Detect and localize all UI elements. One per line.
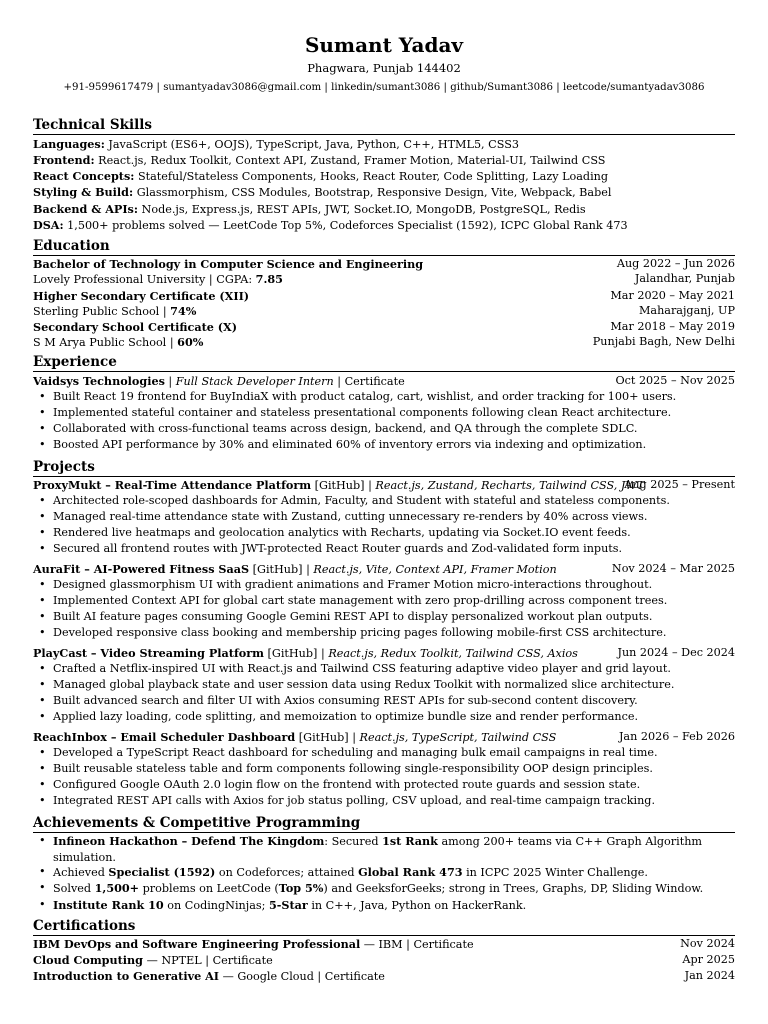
resume-address: Phagwara, Punjab 144402 xyxy=(307,61,461,75)
bullet-dot: • xyxy=(39,494,46,507)
certification-row xyxy=(33,952,735,968)
resume-name: Sumant Yadav xyxy=(304,33,464,57)
certification-name: Cloud Computing xyxy=(33,953,144,967)
company-name: Vaidsys Technologies xyxy=(33,374,165,388)
education-dates: Mar 2020 – May 2021 xyxy=(610,289,735,302)
project-bullet xyxy=(39,793,735,809)
achievement-bold: Institute Rank 10 xyxy=(53,898,164,912)
project-dates: Aug 2025 – Present xyxy=(624,478,735,491)
project-dates: Jun 2024 – Dec 2024 xyxy=(617,646,735,659)
certification-name: IBM DevOps and Software Engineering Professional xyxy=(33,937,361,951)
email-link[interactable]: sumantyadav3086@gmail.com xyxy=(163,82,322,93)
education-score: 74% xyxy=(170,304,197,318)
project-bullet xyxy=(39,493,735,509)
project-header-row xyxy=(33,645,735,661)
school-name: Sterling Public School | xyxy=(33,305,171,318)
section-title-certifications: Certifications xyxy=(33,918,735,936)
skill-label: Frontend: xyxy=(33,153,95,167)
skill-row xyxy=(33,217,735,233)
github-link[interactable]: [GitHub] xyxy=(314,479,365,492)
skill-label: Backend & APIs: xyxy=(33,202,138,216)
bullet-dot: • xyxy=(39,865,46,878)
bullet-dot: • xyxy=(39,678,46,691)
separator: | xyxy=(440,82,451,93)
skill-label: Styling & Build: xyxy=(33,185,134,199)
achievement-bold: 1st Rank xyxy=(382,834,438,848)
project-bullet xyxy=(39,509,735,525)
achievement-bold: 1,500+ xyxy=(94,881,140,895)
separator: | xyxy=(553,82,563,93)
bullet-text: Built React 19 frontend for BuyIndiaX with product catalog, cart, wishlist, and order tracking for 100+ users. xyxy=(53,390,677,403)
education-school-row xyxy=(33,334,735,350)
certificate-link[interactable]: Certificate xyxy=(344,375,405,388)
separator: | xyxy=(317,647,329,660)
skill-value: JavaScript (ES6+, OOJS), TypeScript, Java, Python, C++, HTML5, CSS3 xyxy=(104,138,519,151)
education-degree-row xyxy=(33,288,735,304)
certification-issuer[interactable]: — NPTEL | Certificate xyxy=(143,954,273,967)
bullet-dot: • xyxy=(39,898,46,911)
experience-bullet xyxy=(39,405,735,421)
achievement-bold: Top 5% xyxy=(278,881,324,895)
bullet-text: Secured all frontend routes with JWT-protected React Router guards and Zod-validated form inputs. xyxy=(53,542,623,555)
school-name: S M Arya Public School | xyxy=(33,336,178,349)
achievement-text: ) and GeeksforGeeks; strong in Trees, Graphs, DP, Sliding Window. xyxy=(323,882,704,895)
achievement-bold: Global Rank 473 xyxy=(358,865,463,879)
experience-bullet xyxy=(39,389,735,405)
achievement-text: : Secured xyxy=(324,835,383,848)
project-header-row xyxy=(33,729,735,745)
bullet-dot: • xyxy=(39,422,46,435)
certification-date: Apr 2025 xyxy=(682,953,735,966)
project-name: AuraFit – AI-Powered Fitness SaaS xyxy=(33,562,250,576)
degree-title: Bachelor of Technology in Computer Science and Engineering xyxy=(33,257,424,271)
bullet-dot: • xyxy=(39,746,46,759)
education-score: 60% xyxy=(177,335,204,349)
bullet-dot: • xyxy=(39,390,46,403)
section-title-projects: Projects xyxy=(33,459,735,477)
certification-row xyxy=(33,968,735,984)
achievement-bold: 5-Star xyxy=(268,898,308,912)
bullet-dot: • xyxy=(39,710,46,723)
achievement-text: in C++, Java, Python on HackerRank. xyxy=(307,899,527,912)
experience-bullet xyxy=(39,437,735,453)
bullet-text: Collaborated with cross-functional teams across design, backend, and QA through the complete SDLC. xyxy=(53,422,638,435)
bullet-text: Boosted API performance by 30% and eliminated 60% of inventory errors via indexing and optimization. xyxy=(53,438,647,451)
skill-value: Glassmorphism, CSS Modules, Bootstrap, Responsive Design, Vite, Webpack, Babel xyxy=(133,186,612,199)
bullet-text: Architected role-scoped dashboards for Admin, Faculty, and Student with stateful and stateless components. xyxy=(53,494,670,507)
education-location: Maharajganj, UP xyxy=(638,304,735,317)
job-role: Full Stack Developer Intern xyxy=(175,375,334,388)
bullet-text: Crafted a Netflix-inspired UI with React.js and Tailwind CSS featuring adaptive video player and grid layout. xyxy=(53,662,671,675)
bullet-dot: • xyxy=(39,626,46,639)
bullet-dot: • xyxy=(39,794,46,807)
project-name: ReachInbox – Email Scheduler Dashboard xyxy=(33,730,296,744)
project-bullet xyxy=(39,693,735,709)
project-header-row xyxy=(33,561,735,577)
bullet-dot: • xyxy=(39,438,46,451)
skill-row xyxy=(33,184,735,200)
degree-title: Higher Secondary Certificate (XII) xyxy=(33,289,250,303)
skill-label: Languages: xyxy=(33,137,105,151)
achievement-bold: Specialist (1592) xyxy=(108,865,216,879)
achievement-text: Solved xyxy=(53,882,95,895)
project-bullet xyxy=(39,661,735,677)
bullet-text: Applied lazy loading, code splitting, and memoization to optimize bundle size and render performance. xyxy=(53,710,639,723)
achievement-bullet xyxy=(39,864,735,881)
bullet-dot: • xyxy=(39,694,46,707)
project-tech: React.js, Vite, Context API, Framer Motion xyxy=(313,563,557,576)
education-degree-row xyxy=(33,319,735,335)
bullet-text: Built reusable stateless table and form components following single-responsibility OOP design principles. xyxy=(53,762,653,775)
bullet-dot: • xyxy=(39,542,46,555)
bullet-dot: • xyxy=(39,662,46,675)
project-bullet xyxy=(39,745,735,761)
separator: | xyxy=(364,479,376,492)
skill-value: 1,500+ problems solved — LeetCode Top 5%, Codeforces Specialist (1592), ICPC Global Rank 473 xyxy=(63,219,628,232)
bullet-text: Built AI feature pages consuming Google Gemini REST API to display personalized workout plan outputs. xyxy=(53,610,653,623)
certification-issuer[interactable]: — Google Cloud | Certificate xyxy=(219,970,385,983)
skill-value: Stateful/Stateless Components, Hooks, React Router, Code Splitting, Lazy Loading xyxy=(134,170,609,183)
certification-issuer[interactable]: — IBM | Certificate xyxy=(360,938,474,951)
bullet-dot: • xyxy=(39,406,46,419)
skill-row xyxy=(33,136,735,152)
bullet-text: Managed global playback state and user session data using Redux Toolkit with normalized slice architecture. xyxy=(53,678,675,691)
certification-row xyxy=(33,936,735,952)
leetcode-link[interactable]: leetcode/sumantyadav3086 xyxy=(562,82,705,93)
project-header-row xyxy=(33,477,735,493)
achievement-bullet xyxy=(39,880,735,897)
bullet-text: Developed a TypeScript React dashboard for scheduling and managing bulk email campaigns in real time. xyxy=(53,746,658,759)
education-school-row xyxy=(33,271,735,287)
project-bullet xyxy=(39,541,735,557)
project-bullet xyxy=(39,609,735,625)
project-bullet xyxy=(39,577,735,593)
project-bullet xyxy=(39,593,735,609)
achievement-text: problems on LeetCode ( xyxy=(139,882,279,895)
bullet-dot: • xyxy=(39,881,46,894)
github-link[interactable]: [GitHub] xyxy=(252,563,303,576)
school-name: Lovely Professional University | CGPA: xyxy=(33,273,256,286)
project-bullet xyxy=(39,677,735,693)
education-dates: Aug 2022 – Jun 2026 xyxy=(616,257,735,270)
bullet-text: Implemented stateful container and stateless presentational components following clean React architecture. xyxy=(53,406,672,419)
bullet-text: Configured Google OAuth 2.0 login flow on the frontend with protected route guards and session state. xyxy=(53,778,641,791)
achievement-bold: Infineon Hackathon – Defend The Kingdom xyxy=(53,834,325,848)
separator: | xyxy=(321,82,332,93)
separator: | xyxy=(333,375,345,388)
contact-line xyxy=(0,81,768,95)
project-tech: React.js, TypeScript, Tailwind CSS xyxy=(359,731,557,744)
bullet-text: Integrated REST API calls with Axios for job status polling, CSV upload, and real-time campaign tracking. xyxy=(53,794,655,807)
certification-date: Nov 2024 xyxy=(680,937,735,950)
bullet-text: Built advanced search and filter UI with Axios consuming REST APIs for sub-second content discovery. xyxy=(53,694,638,707)
education-location: Jalandhar, Punjab xyxy=(634,272,735,285)
bullet-text: Rendered live heatmaps and geolocation analytics with Recharts, updating via Socket.IO event feeds. xyxy=(53,526,631,539)
skill-label: React Concepts: xyxy=(33,169,135,183)
bullet-dot: • xyxy=(39,778,46,791)
skill-row xyxy=(33,152,735,168)
project-tech: React.js, Zustand, Recharts, Tailwind CSS, JWT xyxy=(375,479,645,492)
bullet-dot: • xyxy=(39,578,46,591)
skill-value: React.js, Redux Toolkit, Context API, Zustand, Framer Motion, Material-UI, Tailwind CSS xyxy=(94,154,606,167)
achievement-bullet xyxy=(39,833,735,867)
bullet-text: Managed real-time attendance state with Zustand, cutting unnecessary re-renders by 40% across views. xyxy=(53,510,648,523)
github-link[interactable]: github/Sumant3086 xyxy=(450,82,554,93)
bullet-dot: • xyxy=(39,762,46,775)
section-title-experience: Experience xyxy=(33,354,735,372)
bullet-dot: • xyxy=(39,834,46,847)
bullet-dot: • xyxy=(39,510,46,523)
bullet-text: Developed responsive class booking and membership pricing pages following mobile-first CSS architecture. xyxy=(53,626,667,639)
phone-text: +91-9599617479 xyxy=(63,82,154,93)
education-degree-row xyxy=(33,256,735,272)
project-bullet xyxy=(39,777,735,793)
project-tech: React.js, Redux Toolkit, Tailwind CSS, Axios xyxy=(328,647,578,660)
skill-label: DSA: xyxy=(33,218,64,232)
project-bullet xyxy=(39,761,735,777)
separator: | xyxy=(302,563,314,576)
certification-name: Introduction to Generative AI xyxy=(33,969,220,983)
github-link[interactable]: [GitHub] xyxy=(298,731,349,744)
project-dates: Nov 2024 – Mar 2025 xyxy=(611,562,735,575)
experience-dates: Oct 2025 – Nov 2025 xyxy=(615,374,735,387)
degree-title: Secondary School Certificate (X) xyxy=(33,320,238,334)
section-title-education: Education xyxy=(33,238,735,256)
education-school-row xyxy=(33,303,735,319)
skill-row xyxy=(33,168,735,184)
bullet-dot: • xyxy=(39,610,46,623)
achievement-text: in ICPC 2025 Winter Challenge. xyxy=(462,866,648,879)
education-score: 7.85 xyxy=(255,272,283,286)
project-name: PlayCast – Video Streaming Platform xyxy=(33,646,264,660)
experience-header-row xyxy=(33,373,735,389)
achievement-text: among 200+ teams via C++ Graph Algorithm simulation. xyxy=(53,835,703,865)
project-bullet xyxy=(39,525,735,541)
achievement-text: on CodingNinjas; xyxy=(163,899,269,912)
skill-value: Node.js, Express.js, REST APIs, JWT, Socket.IO, MongoDB, PostgreSQL, Redis xyxy=(138,203,586,216)
separator: | xyxy=(348,731,360,744)
education-location: Punjabi Bagh, New Delhi xyxy=(592,335,735,348)
section-title-achievements: Achievements & Competitive Programming xyxy=(33,815,735,833)
github-link[interactable]: [GitHub] xyxy=(267,647,318,660)
experience-bullet xyxy=(39,421,735,437)
project-name: ProxyMukt – Real-Time Attendance Platform xyxy=(33,478,312,492)
separator: | xyxy=(153,82,164,93)
education-dates: Mar 2018 – May 2019 xyxy=(610,320,735,333)
achievement-text: on Codeforces; attained xyxy=(215,866,359,879)
project-bullet xyxy=(39,709,735,725)
bullet-dot: • xyxy=(39,526,46,539)
skill-row xyxy=(33,201,735,217)
bullet-text: Implemented Context API for global cart state management with zero prop-drilling across component trees. xyxy=(53,594,668,607)
certification-date: Jan 2024 xyxy=(684,969,735,982)
separator: | xyxy=(164,375,176,388)
section-title-skills: Technical Skills xyxy=(33,117,735,135)
linkedin-link[interactable]: linkedin/sumant3086 xyxy=(331,82,441,93)
bullet-dot: • xyxy=(39,594,46,607)
achievement-bullet xyxy=(39,897,735,914)
bullet-text: Designed glassmorphism UI with gradient animations and Framer Motion micro-interactions throughout. xyxy=(53,578,653,591)
achievement-text: Achieved xyxy=(53,866,109,879)
project-dates: Jan 2026 – Feb 2026 xyxy=(618,730,735,743)
project-bullet xyxy=(39,625,735,641)
